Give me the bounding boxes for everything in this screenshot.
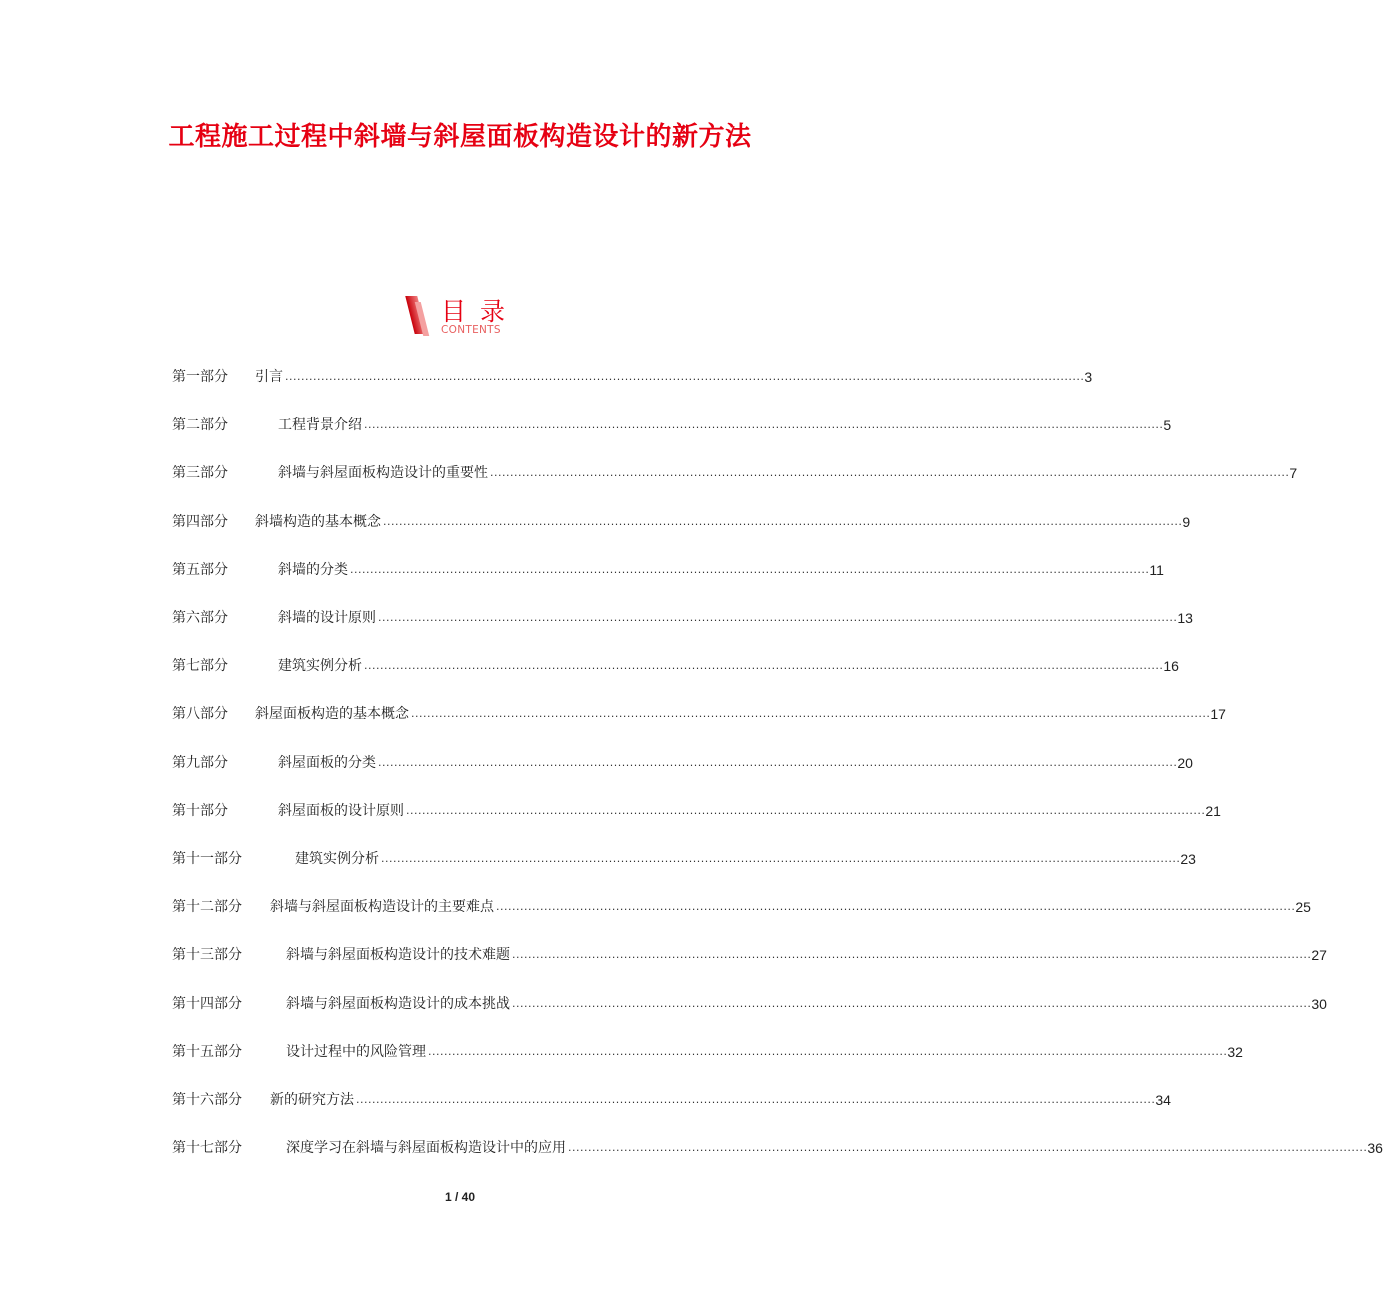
toc-entry-page: 7: [1289, 465, 1298, 482]
toc-entry[interactable]: [172, 560, 1164, 580]
toc-entry[interactable]: [172, 608, 1193, 628]
toc-entry-page: 11: [1149, 561, 1164, 578]
toc-entry[interactable]: [172, 801, 1221, 821]
toc-entry-page: 21: [1205, 802, 1221, 819]
toc-leader-dots: ........................................................................................................................................................................................................: [512, 996, 1312, 1010]
toc-entry-title: 建筑实例分析: [295, 851, 379, 867]
toc-entry-title: 工程背景介绍: [278, 417, 362, 434]
toc-leader-dots: ........................................................................................................................................................................................................: [381, 852, 1181, 865]
toc-entry[interactable]: [172, 1090, 1171, 1110]
toc-entry-page: 34: [1155, 1092, 1171, 1108]
toc-entry-title: 斜屋面板构造的基本概念: [255, 706, 409, 723]
page-indicator: 1 / 40: [444, 1190, 476, 1204]
toc-leader-dots: ........................................................................................................................................................................................................: [364, 418, 1164, 432]
toc-entry[interactable]: [172, 1042, 1243, 1062]
toc-subheading: CONTENTS: [441, 324, 501, 336]
toc-entry-part: 第十二部分: [172, 899, 242, 916]
toc-entry-title: 斜墙与斜屋面板构造设计的技术难题: [286, 947, 510, 964]
toc-entry-part: 第五部分: [172, 561, 228, 578]
document-title: 工程施工过程中斜墙与斜屋面板构造设计的新方法: [168, 122, 752, 152]
toc-entry-part: 第八部分: [172, 706, 228, 723]
toc-entry-page: 9: [1182, 513, 1191, 530]
toc-entry-part: 第一部分: [172, 369, 228, 385]
toc-entry[interactable]: [172, 849, 1196, 869]
toc-entry-part: 第十六部分: [172, 1092, 242, 1108]
toc-entry-page: 20: [1177, 754, 1193, 771]
toc-entry[interactable]: [172, 704, 1226, 724]
toc-entry-part: 第九部分: [172, 754, 228, 771]
toc-entry-title: 斜屋面板的分类: [278, 754, 376, 771]
toc-leader-dots: ........................................................................................................................................................................................................: [568, 1141, 1368, 1155]
toc-entry-page: 27: [1311, 947, 1327, 964]
toc-entry[interactable]: [172, 512, 1191, 532]
toc-entry-title: 设计过程中的风险管理: [286, 1043, 426, 1060]
toc-entry-page: 23: [1180, 851, 1196, 867]
toc-entry-title: 引言: [255, 369, 283, 385]
toc-entry-title: 斜墙与斜屋面板构造设计的成本挑战: [286, 995, 510, 1012]
toc-entry-part: 第四部分: [172, 513, 228, 530]
toc-entry[interactable]: [172, 1138, 1383, 1158]
toc-leader-dots: ........................................................................................................................................................................................................: [350, 562, 1150, 576]
toc-entry-title: 斜墙的分类: [278, 561, 348, 578]
toc-entry-part: 第十五部分: [172, 1043, 242, 1060]
toc-entry-title: 斜墙构造的基本概念: [255, 513, 381, 530]
toc-entry-part: 第二部分: [172, 417, 228, 434]
toc-leader-dots: ........................................................................................................................................................................................................: [428, 1044, 1228, 1058]
toc-entry[interactable]: [172, 463, 1298, 483]
toc-leader-dots: ........................................................................................................................................................................................................: [378, 755, 1178, 769]
toc-entry-part: 第十三部分: [172, 947, 242, 964]
toc-entry-page: 3: [1084, 369, 1093, 385]
toc-leader-dots: ........................................................................................................................................................................................................: [496, 900, 1296, 914]
toc-entry-title: 新的研究方法: [270, 1092, 354, 1108]
toc-leader-dots: ........................................................................................................................................................................................................: [378, 611, 1178, 624]
toc-leader-dots: ........................................................................................................................................................................................................: [411, 707, 1211, 721]
toc-entry-part: 第七部分: [172, 658, 228, 675]
toc-entry-page: 36: [1367, 1140, 1383, 1157]
toc-entry[interactable]: [172, 945, 1327, 965]
toc-entry-page: 25: [1295, 899, 1311, 916]
toc-leader-dots: ........................................................................................................................................................................................................: [364, 659, 1164, 673]
toc-entry-part: 第六部分: [172, 610, 228, 626]
toc-entry-page: 5: [1163, 417, 1172, 434]
toc-entry-title: 斜屋面板的设计原则: [278, 802, 404, 819]
toc-entry[interactable]: [172, 415, 1172, 435]
toc-entry-part: 第三部分: [172, 465, 228, 482]
toc-leader-dots: ........................................................................................................................................................................................................: [285, 370, 1085, 383]
toc-entry-page: 30: [1311, 995, 1327, 1012]
toc-entry-page: 16: [1163, 658, 1179, 675]
toc-entry-title: 斜墙与斜屋面板构造设计的主要难点: [270, 899, 494, 916]
toc-logo: [405, 294, 525, 340]
toc-heading: 目录: [441, 297, 520, 326]
toc-entry-part: 第十七部分: [172, 1140, 242, 1157]
toc-entry-page: 17: [1210, 706, 1226, 723]
toc-entry-page: 13: [1177, 610, 1193, 626]
toc-entry[interactable]: [172, 753, 1193, 773]
toc-entry[interactable]: [172, 656, 1179, 676]
toc-entry-page: 32: [1227, 1043, 1243, 1060]
toc-leader-dots: ........................................................................................................................................................................................................: [383, 514, 1183, 528]
toc-entry-title: 建筑实例分析: [278, 658, 362, 675]
toc-entry-part: 第十四部分: [172, 995, 242, 1012]
toc-leader-dots: ........................................................................................................................................................................................................: [356, 1093, 1156, 1106]
toc-entry[interactable]: [172, 367, 1093, 387]
toc-entry-part: 第十一部分: [172, 851, 242, 867]
toc-leader-dots: ........................................................................................................................................................................................................: [512, 948, 1312, 962]
toc-entry-title: 深度学习在斜墙与斜屋面板构造设计中的应用: [286, 1140, 566, 1157]
toc-entry[interactable]: [172, 897, 1311, 917]
toc-entry-title: 斜墙的设计原则: [278, 610, 376, 626]
toc-leader-dots: ........................................................................................................................................................................................................: [406, 803, 1206, 817]
toc-entry[interactable]: [172, 994, 1327, 1014]
toc-leader-dots: ........................................................................................................................................................................................................: [490, 466, 1290, 480]
toc-entry-title: 斜墙与斜屋面板构造设计的重要性: [278, 465, 488, 482]
toc-entry-part: 第十部分: [172, 802, 228, 819]
